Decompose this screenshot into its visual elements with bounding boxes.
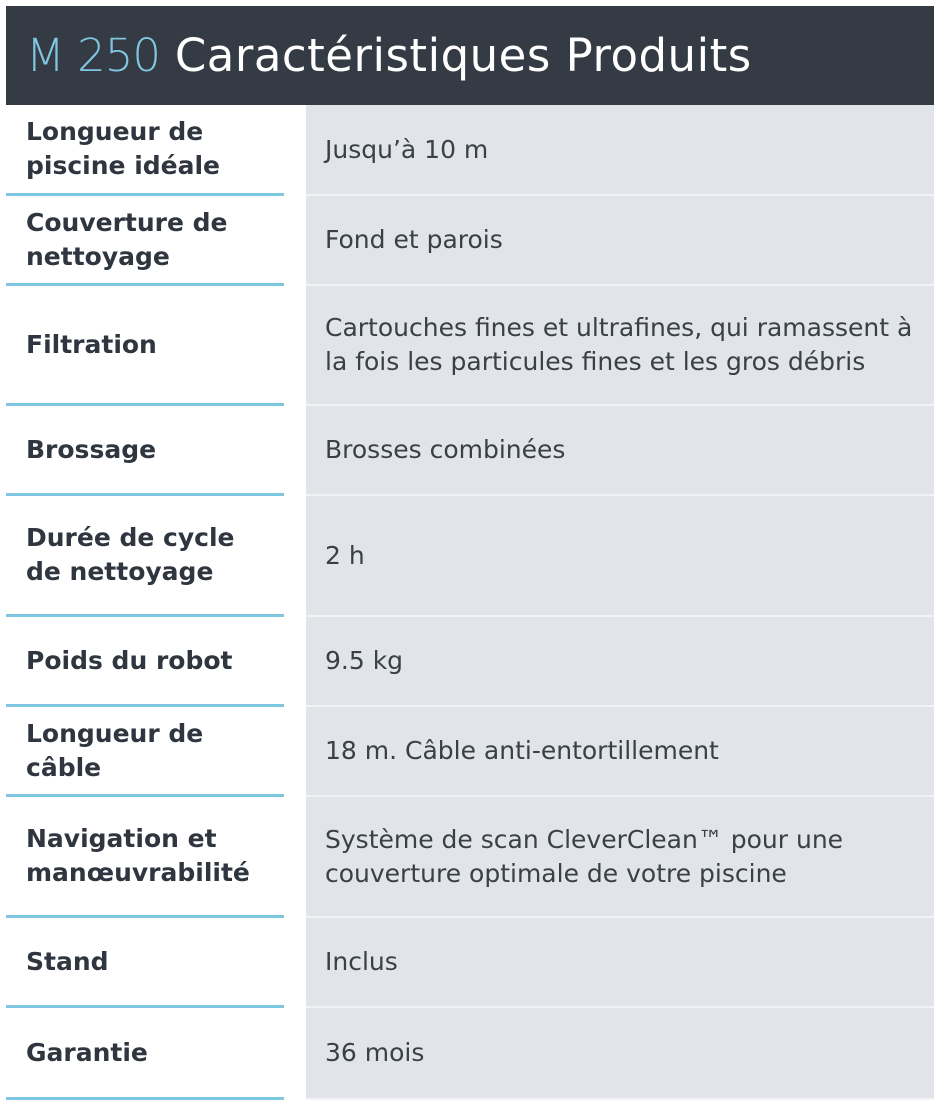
spec-value: 36 mois xyxy=(325,1038,425,1067)
spec-value-cell xyxy=(306,286,934,406)
spec-row-filtration xyxy=(6,286,934,406)
spec-label-cell xyxy=(6,918,284,1008)
spec-label: Navigation et manœuvrabilité xyxy=(26,824,250,887)
spec-label: Longueur de piscine idéale xyxy=(26,117,221,180)
spec-value-cell xyxy=(306,918,934,1008)
spec-header xyxy=(6,6,934,105)
spec-value-cell xyxy=(306,105,934,196)
spec-value: 18 m. Câble anti-entortillement xyxy=(325,736,719,765)
spec-value-cell xyxy=(306,496,934,617)
spec-row-cycle-duration xyxy=(6,496,934,617)
spec-label-cell xyxy=(6,1008,284,1100)
spec-value: Brosses combinées xyxy=(325,435,566,464)
spec-label: Brossage xyxy=(26,434,157,464)
spec-value-cell xyxy=(306,1008,934,1100)
spec-label-cell xyxy=(6,707,284,797)
spec-label-cell xyxy=(6,105,284,196)
spec-value: Fond et parois xyxy=(325,225,503,254)
title-text: Caractéristiques Produits xyxy=(174,29,752,82)
spec-row-cable-length xyxy=(6,707,934,797)
spec-row-stand xyxy=(6,918,934,1008)
spec-row-pool-length xyxy=(6,105,934,196)
spec-value: 2 h xyxy=(325,540,365,570)
spec-value: Système de scan CleverClean™ pour une couverture optimale de votre piscine xyxy=(325,824,844,888)
spec-label: Garantie xyxy=(26,1037,148,1067)
spec-value: Jusqu’à 10 m xyxy=(325,134,489,164)
spec-value-cell xyxy=(306,797,934,918)
spec-row-cleaning-coverage xyxy=(6,196,934,286)
spec-value-cell xyxy=(306,617,934,707)
spec-value: Cartouches fines et ultrafines, qui ramassent à la fois les particules fines et les gros débris xyxy=(325,313,913,376)
spec-label: Stand xyxy=(26,946,109,976)
spec-value: Inclus xyxy=(325,947,398,976)
model-name: M 250 xyxy=(26,29,161,82)
spec-row-brushing xyxy=(6,406,934,496)
spec-title xyxy=(26,29,752,82)
spec-label-cell xyxy=(6,196,284,286)
spec-label: Durée de cycle de nettoyage xyxy=(26,523,235,586)
spec-label-cell xyxy=(6,797,284,918)
spec-label: Couverture de nettoyage xyxy=(26,207,228,271)
spec-label-cell xyxy=(6,286,284,406)
spec-label: Longueur de câble xyxy=(26,718,204,782)
spec-card xyxy=(6,6,934,1104)
spec-value-cell xyxy=(306,707,934,797)
spec-value-cell xyxy=(306,196,934,286)
spec-value-cell xyxy=(306,406,934,496)
spec-label-cell xyxy=(6,406,284,496)
spec-label-cell xyxy=(6,496,284,617)
spec-label: Poids du robot xyxy=(26,645,233,675)
spec-row-warranty xyxy=(6,1008,934,1100)
spec-label-cell xyxy=(6,617,284,707)
spec-row-robot-weight xyxy=(6,617,934,707)
spec-row-navigation xyxy=(6,797,934,918)
spec-value: 9.5 kg xyxy=(325,646,404,675)
spec-label: Filtration xyxy=(26,329,157,359)
